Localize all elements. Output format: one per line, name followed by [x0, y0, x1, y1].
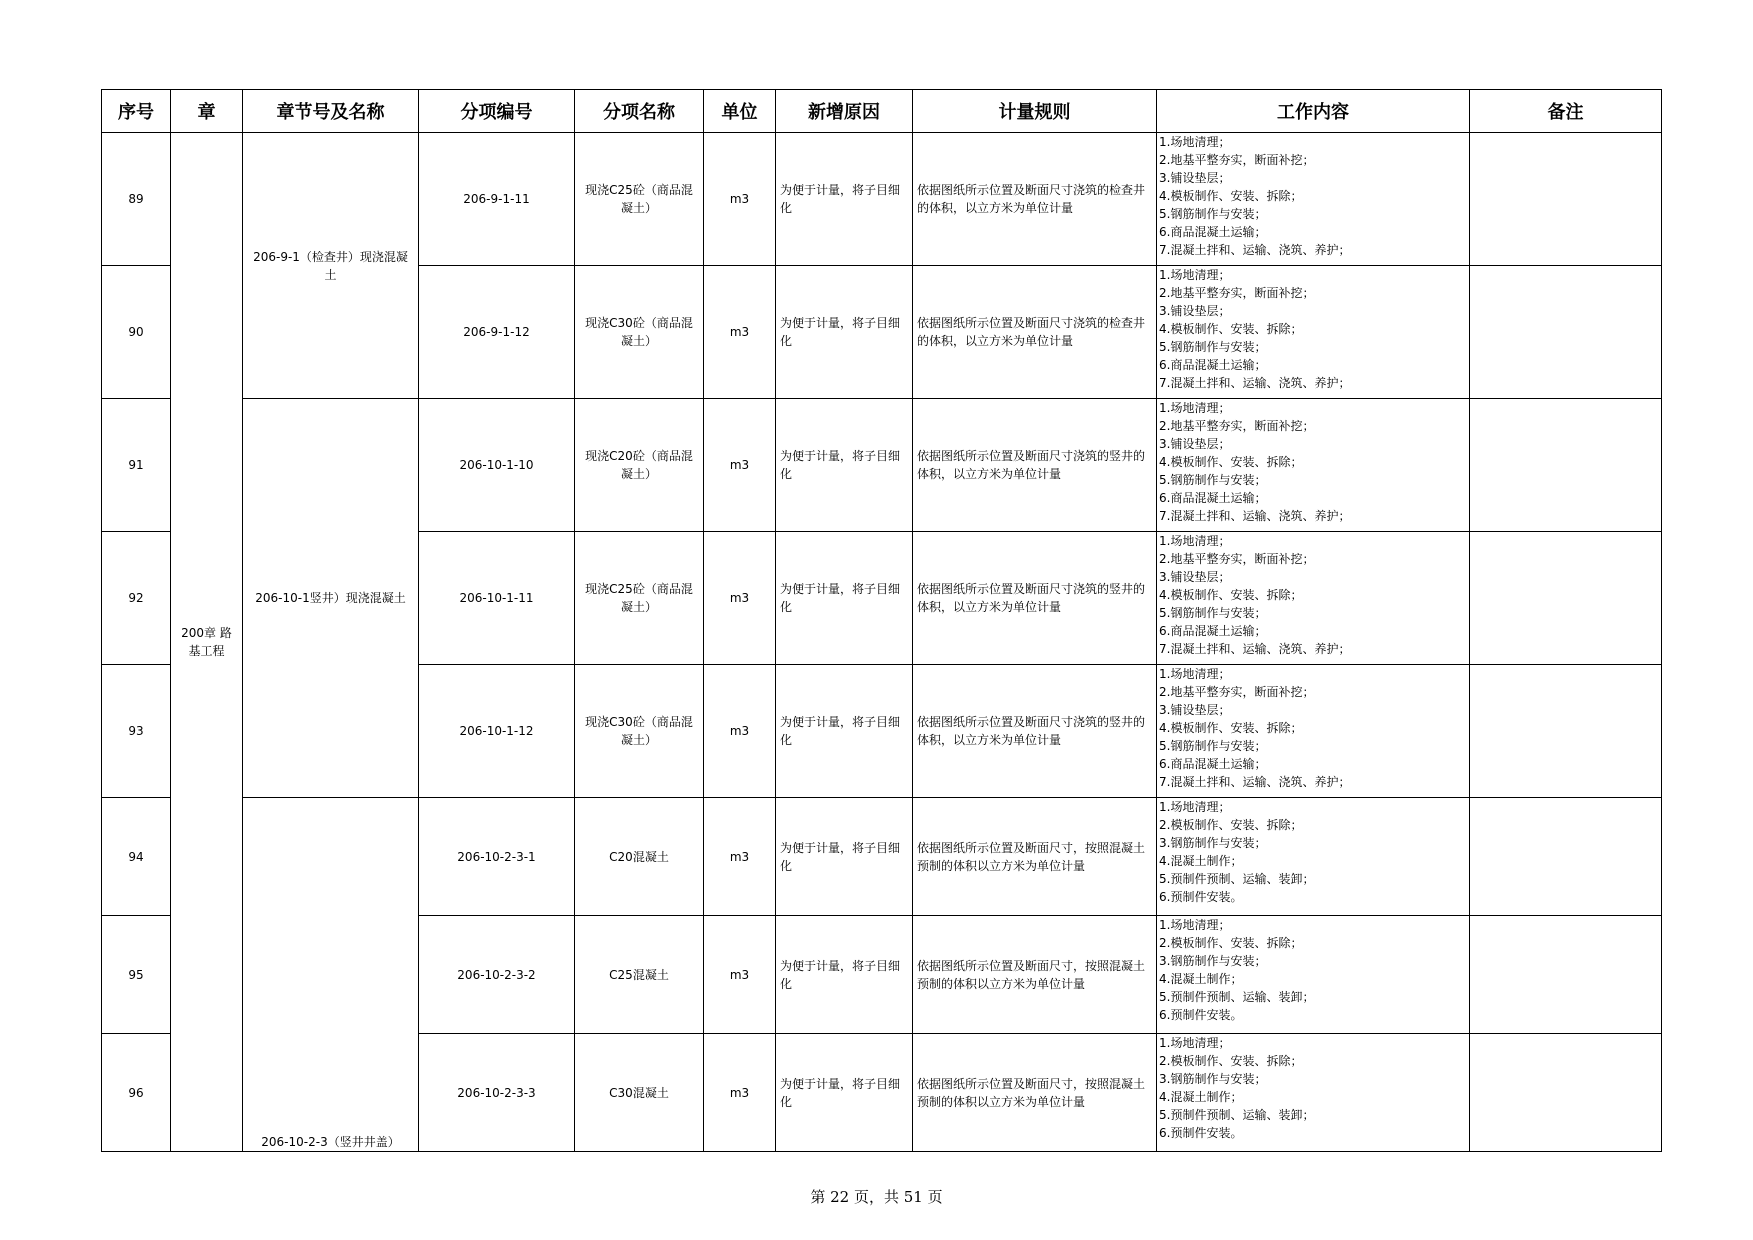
cell-item-name: C20混凝土 [575, 798, 704, 916]
cell-reason: 为便于计量，将子目细化 [776, 916, 913, 1034]
cell-remark [1470, 399, 1662, 532]
cell-item-code: 206-10-1-11 [419, 532, 575, 665]
cell-rule: 依据图纸所示位置及断面尺寸，按照混凝土预制的体积以立方米为单位计量 [913, 916, 1157, 1034]
cell-reason: 为便于计量，将子目细化 [776, 399, 913, 532]
header-unit: 单位 [704, 90, 776, 133]
cell-unit: m3 [704, 665, 776, 798]
cell-item-name: C25混凝土 [575, 916, 704, 1034]
cell-reason: 为便于计量，将子目细化 [776, 133, 913, 266]
cell-rule: 依据图纸所示位置及断面尺寸浇筑的检查井的体积，以立方米为单位计量 [913, 133, 1157, 266]
cell-work: 1.场地清理； 2.地基平整夯实，断面补挖； 3.铺设垫层； 4.模板制作、安装、拆除； 5.钢筋制作与安装； 6.商品混凝土运输； 7.混凝土拌和、运输、浇筑、养护； [1157, 665, 1470, 798]
table-header-row [102, 90, 1662, 133]
cell-rule: 依据图纸所示位置及断面尺寸浇筑的竖井的体积，以立方米为单位计量 [913, 399, 1157, 532]
cell-chapter: 200章 路基工程 [171, 133, 243, 1152]
cell-rule: 依据图纸所示位置及断面尺寸浇筑的竖井的体积，以立方米为单位计量 [913, 532, 1157, 665]
cell-work: 1.场地清理； 2.模板制作、安装、拆除； 3.钢筋制作与安装； 4.混凝土制作； 5.预制件预制、运输、装卸； 6.预制件安装。 [1157, 1034, 1470, 1152]
table-row [102, 133, 1662, 266]
cell-section: 206-10-2-3（竖井井盖） [243, 798, 419, 1152]
cell-remark [1470, 916, 1662, 1034]
cell-seq: 95 [102, 916, 171, 1034]
cell-item-name: 现浇C25砼（商品混凝土） [575, 133, 704, 266]
cell-unit: m3 [704, 1034, 776, 1152]
cell-item-code: 206-10-1-10 [419, 399, 575, 532]
page-number: 第 22 页，共 51 页 [810, 1188, 943, 1206]
cell-rule: 依据图纸所示位置及断面尺寸，按照混凝土预制的体积以立方米为单位计量 [913, 1034, 1157, 1152]
cell-remark [1470, 798, 1662, 916]
cell-unit: m3 [704, 399, 776, 532]
header-chapter: 章 [171, 90, 243, 133]
cell-seq: 89 [102, 133, 171, 266]
cell-item-code: 206-9-1-11 [419, 133, 575, 266]
cell-reason: 为便于计量，将子目细化 [776, 532, 913, 665]
header-section: 章节号及名称 [243, 90, 419, 133]
cell-reason: 为便于计量，将子目细化 [776, 1034, 913, 1152]
cell-seq: 93 [102, 665, 171, 798]
cell-seq: 90 [102, 266, 171, 399]
cell-item-name: C30混凝土 [575, 1034, 704, 1152]
cell-remark [1470, 532, 1662, 665]
table-row [102, 798, 1662, 916]
cell-remark [1470, 665, 1662, 798]
cell-reason: 为便于计量，将子目细化 [776, 665, 913, 798]
cell-seq: 91 [102, 399, 171, 532]
cell-section: 206-9-1（检查井）现浇混凝土 [243, 133, 419, 399]
cell-work: 1.场地清理； 2.地基平整夯实，断面补挖； 3.铺设垫层； 4.模板制作、安装、拆除； 5.钢筋制作与安装； 6.商品混凝土运输； 7.混凝土拌和、运输、浇筑、养护； [1157, 399, 1470, 532]
cell-work: 1.场地清理； 2.地基平整夯实，断面补挖； 3.铺设垫层； 4.模板制作、安装、拆除； 5.钢筋制作与安装； 6.商品混凝土运输； 7.混凝土拌和、运输、浇筑、养护； [1157, 133, 1470, 266]
cell-item-name: 现浇C30砼（商品混凝土） [575, 665, 704, 798]
header-item-name: 分项名称 [575, 90, 704, 133]
cell-remark [1470, 266, 1662, 399]
spec-table [101, 89, 1662, 1152]
cell-work: 1.场地清理； 2.地基平整夯实，断面补挖； 3.铺设垫层； 4.模板制作、安装、拆除； 5.钢筋制作与安装； 6.商品混凝土运输； 7.混凝土拌和、运输、浇筑、养护； [1157, 266, 1470, 399]
cell-item-name: 现浇C25砼（商品混凝土） [575, 532, 704, 665]
cell-reason: 为便于计量，将子目细化 [776, 798, 913, 916]
cell-unit: m3 [704, 133, 776, 266]
cell-item-code: 206-10-2-3-2 [419, 916, 575, 1034]
cell-item-name: 现浇C20砼（商品混凝土） [575, 399, 704, 532]
cell-section: 206-10-1竖井）现浇混凝土 [243, 399, 419, 798]
table-row [102, 399, 1662, 532]
cell-work: 1.场地清理； 2.模板制作、安装、拆除； 3.钢筋制作与安装； 4.混凝土制作； 5.预制件预制、运输、装卸； 6.预制件安装。 [1157, 916, 1470, 1034]
cell-unit: m3 [704, 916, 776, 1034]
cell-seq: 94 [102, 798, 171, 916]
header-rule: 计量规则 [913, 90, 1157, 133]
cell-item-code: 206-9-1-12 [419, 266, 575, 399]
cell-unit: m3 [704, 266, 776, 399]
cell-rule: 依据图纸所示位置及断面尺寸浇筑的检查井的体积，以立方米为单位计量 [913, 266, 1157, 399]
cell-work: 1.场地清理； 2.模板制作、安装、拆除； 3.钢筋制作与安装； 4.混凝土制作； 5.预制件预制、运输、装卸； 6.预制件安装。 [1157, 798, 1470, 916]
cell-work: 1.场地清理； 2.地基平整夯实，断面补挖； 3.铺设垫层； 4.模板制作、安装、拆除； 5.钢筋制作与安装； 6.商品混凝土运输； 7.混凝土拌和、运输、浇筑、养护； [1157, 532, 1470, 665]
header-seq: 序号 [102, 90, 171, 133]
cell-reason: 为便于计量，将子目细化 [776, 266, 913, 399]
cell-unit: m3 [704, 532, 776, 665]
cell-rule: 依据图纸所示位置及断面尺寸浇筑的竖井的体积，以立方米为单位计量 [913, 665, 1157, 798]
cell-remark [1470, 1034, 1662, 1152]
header-item-code: 分项编号 [419, 90, 575, 133]
spec-table-sheet [101, 89, 1661, 1153]
cell-item-name: 现浇C30砼（商品混凝土） [575, 266, 704, 399]
header-work: 工作内容 [1157, 90, 1470, 133]
cell-item-code: 206-10-2-3-3 [419, 1034, 575, 1152]
cell-rule: 依据图纸所示位置及断面尺寸，按照混凝土预制的体积以立方米为单位计量 [913, 798, 1157, 916]
cell-remark [1470, 133, 1662, 266]
page-footer [0, 1186, 1753, 1207]
cell-seq: 96 [102, 1034, 171, 1152]
cell-item-code: 206-10-2-3-1 [419, 798, 575, 916]
header-remark: 备注 [1470, 90, 1662, 133]
header-reason: 新增原因 [776, 90, 913, 133]
cell-seq: 92 [102, 532, 171, 665]
cell-item-code: 206-10-1-12 [419, 665, 575, 798]
cell-unit: m3 [704, 798, 776, 916]
